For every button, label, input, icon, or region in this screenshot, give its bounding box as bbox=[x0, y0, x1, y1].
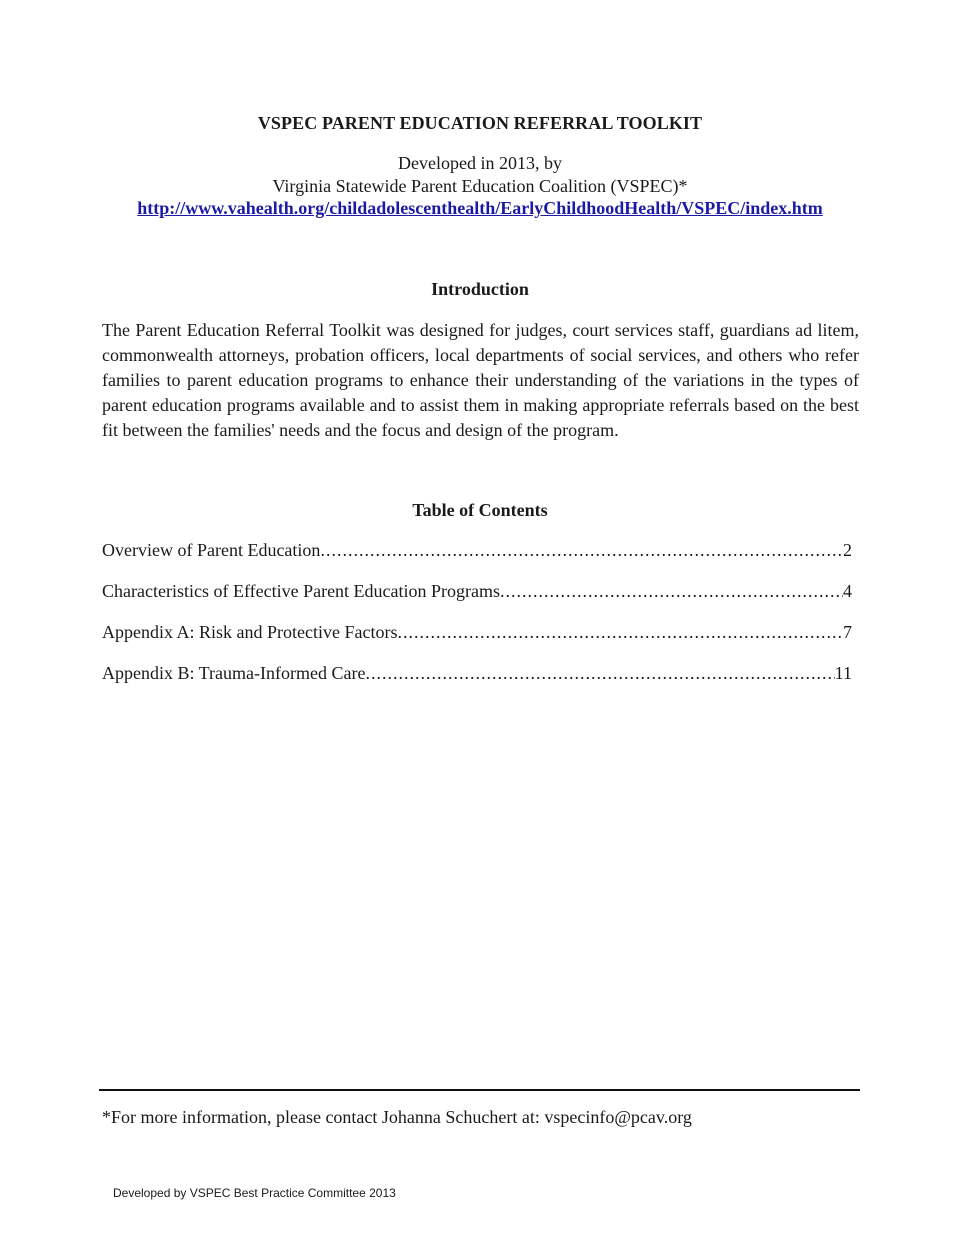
toc-item-appendix-b[interactable] bbox=[102, 663, 852, 704]
toc-item-label: Overview of Parent Education bbox=[102, 540, 321, 560]
page-footer: Developed by VSPEC Best Practice Committee 2013 bbox=[113, 1186, 396, 1200]
toc-leader-dots bbox=[365, 663, 834, 684]
table-of-contents bbox=[102, 540, 852, 704]
footnote-divider bbox=[99, 1089, 860, 1091]
organization-line: Virginia Statewide Parent Education Coalition (VSPEC)* bbox=[272, 176, 688, 196]
toc-item-label: Characteristics of Effective Parent Education Programs bbox=[102, 581, 501, 601]
developed-line: Developed in 2013, by bbox=[398, 153, 562, 173]
contact-note: *For more information, please contact Johanna Schuchert at: vspecinfo@pcav.org bbox=[102, 1107, 692, 1127]
toc-item-characteristics[interactable] bbox=[102, 581, 852, 622]
toc-leader-dots bbox=[500, 581, 843, 602]
toc-item-appendix-a[interactable] bbox=[102, 622, 852, 663]
toc-item-label: Appendix A: Risk and Protective Factors bbox=[102, 622, 398, 642]
toc-item-page: 11 bbox=[834, 663, 852, 683]
toc-item-page: 4 bbox=[843, 581, 852, 601]
toc-item-page: 2 bbox=[843, 540, 852, 560]
toc-item-page: 7 bbox=[843, 622, 852, 642]
document-title: VSPEC PARENT EDUCATION REFERRAL TOOLKIT bbox=[257, 113, 703, 133]
introduction-body: The Parent Education Referral Toolkit was designed for judges, court services staff, guardians ad litem, commonwealth attorneys, probation officers, local departments of social services, and others who refer families to parent education programs to enhance their understanding of the variations in the types of parent education programs available and to assist them in making appropriate referrals based on the best fit between the families' needs and the focus and design of the program. bbox=[102, 320, 859, 440]
toc-leader-dots bbox=[320, 540, 843, 561]
introduction-heading: Introduction bbox=[431, 279, 529, 299]
toc-leader-dots bbox=[397, 622, 843, 643]
toc-heading: Table of Contents bbox=[412, 500, 548, 520]
toc-item-label: Appendix B: Trauma-Informed Care bbox=[102, 663, 366, 683]
vspec-url bbox=[0, 198, 960, 219]
vspec-url-link[interactable]: http://www.vahealth.org/childadolescenthealth/EarlyChildhoodHealth/VSPEC/index.htm bbox=[137, 198, 823, 218]
toc-item-overview[interactable] bbox=[102, 540, 852, 581]
